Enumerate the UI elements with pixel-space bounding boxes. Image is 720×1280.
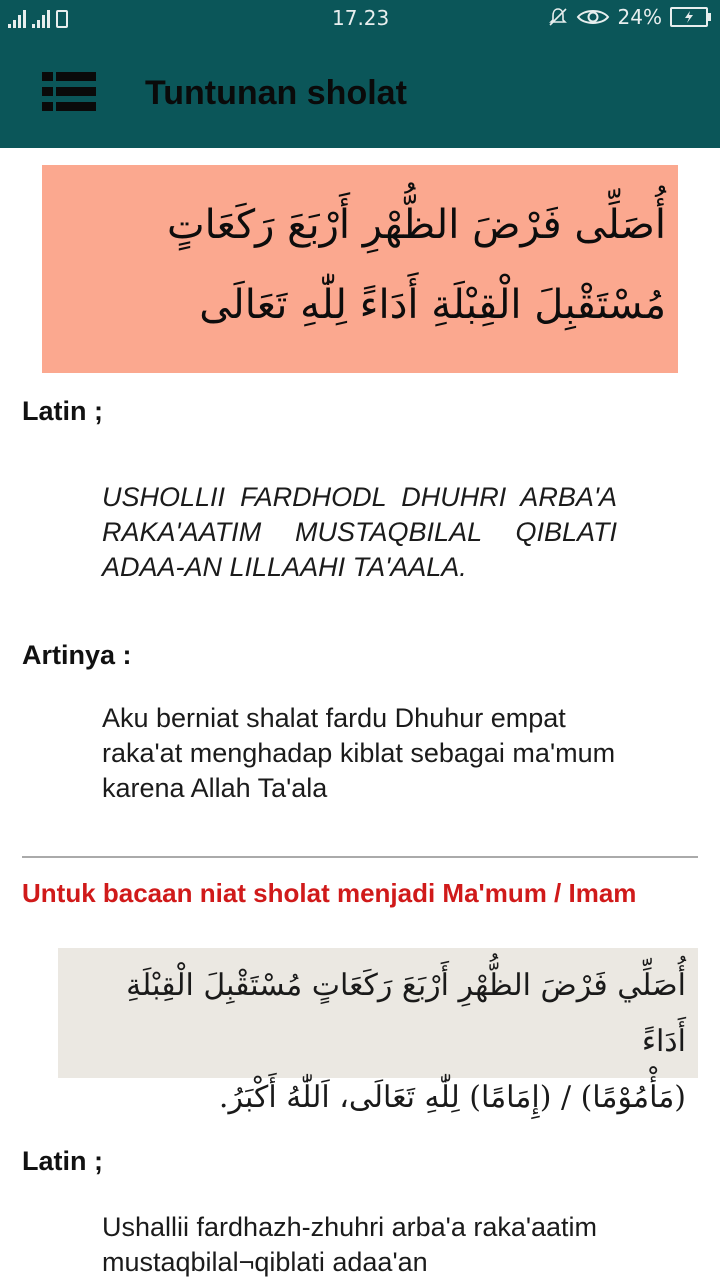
section-divider [22,856,698,858]
arabic-niat-box [42,165,678,373]
latin-text-2: Ushallii fardhazh-zhuhri arba'a raka'aatim mustaqbilal¬qiblati adaa'an [102,1212,598,1277]
status-left [8,6,68,28]
latin-text: USHOLLII FARDHODL DHUHRI ARBA'A RAKA'AATIM MUSTAQBILAL QIBLATI ADAA-AN LILLAAHI TA'AALA. [102,482,617,582]
battery-charging-icon [670,7,708,27]
app-title: Tuntunan sholat [145,74,407,112]
content-scroll[interactable] [10,148,710,1280]
scan-line-2: (مَأْمُوْمًا) / (إِمَامًا) لِلّٰهِ تَعَالَى، اَللّٰهُ أَكْبَرُ. [218,1080,686,1115]
arabic-line-1: أُصَلِّى فَرْضَ الظُّهْرِ أَرْبَعَ رَكَعَاتٍ [166,202,666,248]
eye-icon [576,7,610,27]
status-right [548,5,708,29]
status-time: 17.23 [332,6,390,30]
meaning-text: Aku berniat shalat fardu Dhuhur empat raka'at menghadap kiblat sebagai ma'mum karena Allah Ta'ala [102,703,616,803]
latin-label: Latin ; [22,396,103,426]
arabic-niat-text [66,185,666,345]
signal-icon [32,6,50,28]
list-menu-icon[interactable] [42,72,96,112]
arabic-scan-image [58,948,698,1115]
sim-icon [56,10,68,28]
arabic-scan-text [76,958,686,1126]
battery-percent: 24% [617,5,662,29]
mute-icon [548,7,568,27]
scan-line-1: أُصَلِّي فَرْضَ الظُّهْرِ أَرْبَعَ رَكَعَاتٍ مُسْتَقْبِلَ الْقِبْلَةِ أَدَاءً [126,968,686,1059]
arabic-line-2: مُسْتَقْبِلَ الْقِبْلَةِ أَدَاءً لِلّٰهِ تَعَالَى [199,282,666,328]
imam-makmum-heading: Untuk bacaan niat sholat menjadi Ma'mum / Imam [22,878,637,908]
signal-icon [8,6,26,28]
latin-label-2: Latin ; [22,1146,103,1176]
meaning-label: Artinya : [22,640,132,670]
app-bar [0,38,720,148]
status-bar [0,0,720,38]
